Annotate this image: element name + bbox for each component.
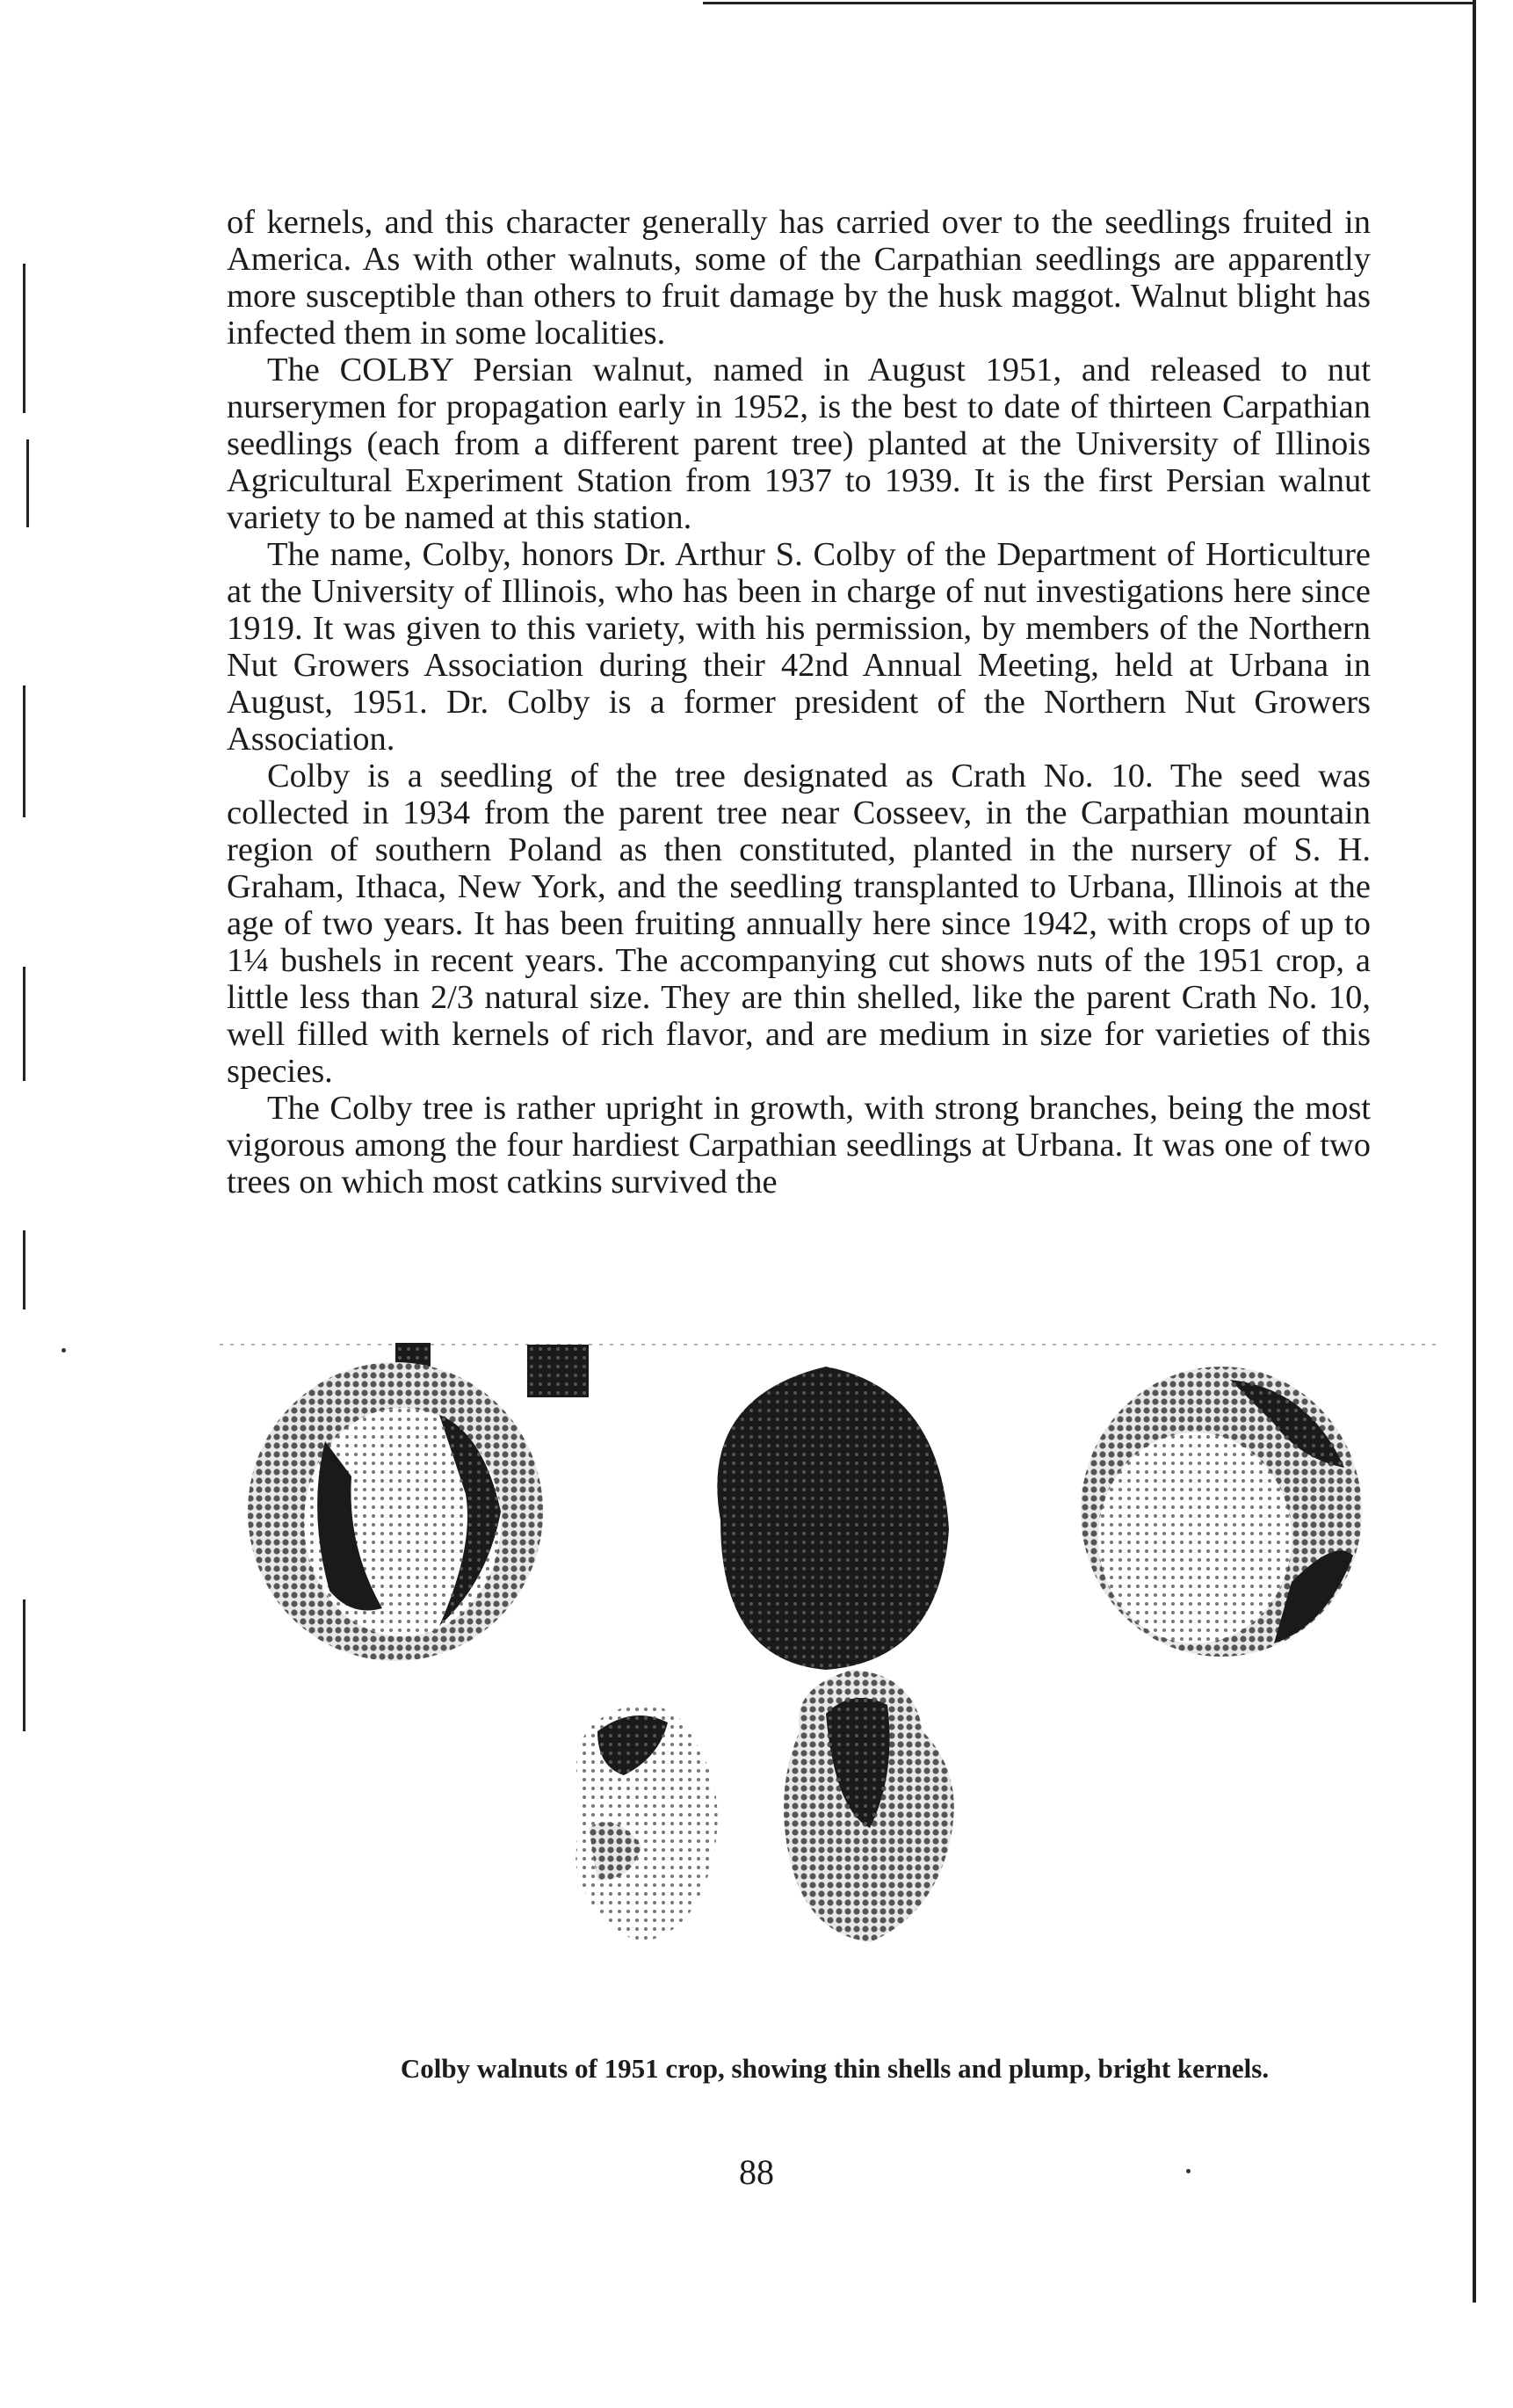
scan-speck [62, 1348, 66, 1353]
scale-block [527, 1345, 589, 1397]
walnut-shell-halved [248, 1362, 543, 1661]
walnut-photo [220, 1336, 1450, 2039]
body-text [227, 204, 1371, 1200]
figure-caption: Colby walnuts of 1951 crop, showing thin shells and plump, bright kernels. [400, 2053, 1270, 2084]
paragraph: Colby is a seedling of the tree designated as Crath No. 10. The seed was collected in 1934 from the parent tree near Cosseev, in the Carpathian mountain region of southern Poland as then constituted, planted in the nursery of S. H. Graham, Ithaca, New York, and the seedling transplanted to Urbana, Illinois at the age of two years. It has been fruiting annually here since 1942, with crops of up to 1¼ bushels in recent years. The accompanying cut shows nuts of the 1951 crop, a little less than 2/3 natural size. They are thin shelled, like the parent Crath No. 10, well filled with kernels of rich flavor, and are medium in size for varieties of this species. [227, 758, 1371, 1090]
paragraph: The name, Colby, honors Dr. Arthur S. Colby of the Department of Horticulture at the University of Illinois, who has been in charge of nut investigations here since 1919. It was given to this variety, with his permission, by members of the Northern Nut Growers Association during their 42nd Annual Meeting, held at Urbana in August, 1951. Dr. Colby is a former president of the Northern Nut Growers Association. [227, 536, 1371, 758]
paragraph: The COLBY Persian walnut, named in August 1951, and released to nut nurserymen for propagation early in 1952, is the best to date of thirteen Carpathian seedlings (each from a different parent tree) planted at the University of Illinois Agricultural Experiment Station from 1937 to 1939. It is the first Persian walnut variety to be named at this station. [227, 352, 1371, 536]
paragraph: of kernels, and this character generally has carried over to the seedlings fruited in America. As with other walnuts, some of the Carpathian seedlings are apparently more susceptible than others to fruit damage by the husk maggot. Walnut blight has infected them in some localities. [227, 204, 1371, 352]
scan-edge-left-4 [23, 967, 25, 1081]
page-number: 88 [739, 2152, 774, 2192]
walnut-whole [717, 1367, 949, 1670]
scan-edge-left-1 [23, 264, 25, 413]
scan-edge-left-2 [26, 439, 29, 527]
paragraph: The Colby tree is rather upright in growth, with strong branches, being the most vigorous among the four hardiest Carpathian seedlings at Urbana. It was one of two trees on which most catkins survived the [227, 1090, 1371, 1200]
walnut-kernel-dark [784, 1670, 954, 1942]
scan-edge-right [1473, 0, 1476, 2303]
scan-edge-left-3 [23, 685, 25, 817]
scan-edge-left-5 [23, 1230, 25, 1309]
walnut-shell-open [1081, 1367, 1362, 1657]
scan-edge-top [703, 2, 1476, 4]
walnut-kernel-light [576, 1705, 718, 1943]
scan-edge-left-6 [23, 1599, 25, 1731]
